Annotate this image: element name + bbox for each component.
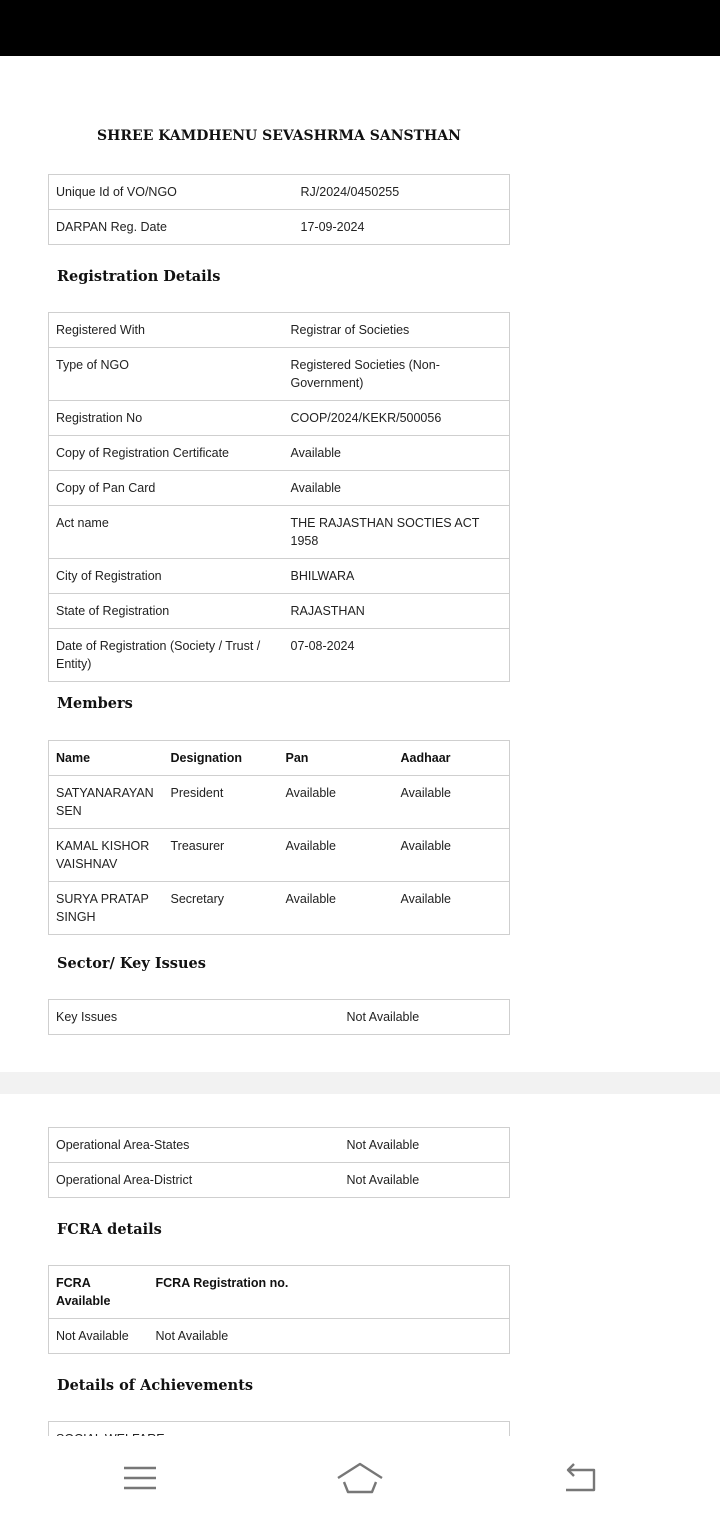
table-row — [49, 436, 510, 471]
basic-info-table — [48, 174, 510, 245]
row-value: 17-09-2024 — [294, 210, 510, 245]
table-row — [49, 776, 510, 829]
menu-button[interactable] — [110, 1454, 170, 1502]
back-button[interactable] — [550, 1454, 610, 1502]
row-label: Registration No — [49, 401, 284, 436]
column-header: FCRA Registration no. — [149, 1266, 510, 1319]
row-value: COOP/2024/KEKR/500056 — [284, 401, 510, 436]
member-aadhaar: Available — [394, 776, 510, 829]
table-header-row — [49, 741, 510, 776]
column-header: Aadhaar — [394, 741, 510, 776]
row-label: Operational Area-District — [49, 1163, 340, 1198]
table-row — [49, 506, 510, 559]
home-icon — [334, 1460, 386, 1496]
members-section-title: Members — [57, 695, 133, 712]
table-row — [49, 1319, 510, 1354]
member-pan: Available — [279, 776, 394, 829]
column-header: Name — [49, 741, 164, 776]
menu-icon — [122, 1464, 158, 1492]
fcra-table — [48, 1265, 510, 1354]
row-label: Key Issues — [49, 1000, 340, 1035]
row-label: Copy of Pan Card — [49, 471, 284, 506]
table-row — [49, 1000, 510, 1035]
column-header: Pan — [279, 741, 394, 776]
document-page-1 — [0, 56, 720, 1072]
table-row — [49, 882, 510, 935]
operational-area-table — [48, 1127, 510, 1198]
row-value: 07-08-2024 — [284, 629, 510, 682]
row-label: Copy of Registration Certificate — [49, 436, 284, 471]
row-label: Date of Registration (Society / Trust / Entity) — [49, 629, 284, 682]
row-label: Operational Area-States — [49, 1128, 340, 1163]
member-designation: President — [164, 776, 279, 829]
back-icon — [560, 1462, 600, 1494]
column-header: Designation — [164, 741, 279, 776]
member-designation: Treasurer — [164, 829, 279, 882]
row-value: Registered Societies (Non-Government) — [284, 348, 510, 401]
member-pan: Available — [279, 829, 394, 882]
row-value: Available — [284, 471, 510, 506]
member-pan: Available — [279, 882, 394, 935]
table-header-row — [49, 1266, 510, 1319]
row-value: Registrar of Societies — [284, 313, 510, 348]
row-value: Not Available — [340, 1000, 510, 1035]
row-label: DARPAN Reg. Date — [49, 210, 294, 245]
row-label: Type of NGO — [49, 348, 284, 401]
page-title: SHREE KAMDHENU SEVASHRMA SANSTHAN — [97, 128, 461, 144]
row-value: Not Available — [340, 1128, 510, 1163]
row-label: Unique Id of VO/NGO — [49, 175, 294, 210]
sector-section-title: Sector/ Key Issues — [57, 955, 206, 972]
table-row — [49, 829, 510, 882]
fcra-registration-value: Not Available — [149, 1319, 510, 1354]
sector-table — [48, 999, 510, 1035]
table-row — [49, 471, 510, 506]
achievements-section-title: Details of Achievements — [57, 1377, 254, 1394]
member-aadhaar: Available — [394, 882, 510, 935]
navigation-bar — [0, 1436, 720, 1520]
status-bar — [0, 0, 720, 56]
fcra-section-title: FCRA details — [57, 1221, 162, 1238]
member-name: SATYANARAYAN SEN — [49, 776, 164, 829]
members-table — [48, 740, 510, 935]
row-label: State of Registration — [49, 594, 284, 629]
member-aadhaar: Available — [394, 829, 510, 882]
member-name: KAMAL KISHOR VAISHNAV — [49, 829, 164, 882]
table-row — [49, 348, 510, 401]
row-value: THE RAJASTHAN SOCTIES ACT 1958 — [284, 506, 510, 559]
table-row — [49, 175, 510, 210]
fcra-available-value: Not Available — [49, 1319, 149, 1354]
table-row — [49, 210, 510, 245]
home-button[interactable] — [330, 1454, 390, 1502]
page-separator — [0, 1072, 720, 1094]
table-row — [49, 1128, 510, 1163]
registration-table — [48, 312, 510, 682]
row-value: RAJASTHAN — [284, 594, 510, 629]
table-row — [49, 629, 510, 682]
table-row — [49, 594, 510, 629]
member-designation: Secretary — [164, 882, 279, 935]
column-header: FCRA Available — [49, 1266, 149, 1319]
registration-section-title: Registration Details — [57, 268, 221, 285]
row-label: Act name — [49, 506, 284, 559]
row-value: Available — [284, 436, 510, 471]
document-page-2 — [0, 1094, 720, 1436]
table-row — [49, 313, 510, 348]
row-value: BHILWARA — [284, 559, 510, 594]
member-name: SURYA PRATAP SINGH — [49, 882, 164, 935]
row-value: RJ/2024/0450255 — [294, 175, 510, 210]
table-row — [49, 401, 510, 436]
row-value: Not Available — [340, 1163, 510, 1198]
row-label: Registered With — [49, 313, 284, 348]
table-row — [49, 559, 510, 594]
table-row — [49, 1163, 510, 1198]
row-label: City of Registration — [49, 559, 284, 594]
